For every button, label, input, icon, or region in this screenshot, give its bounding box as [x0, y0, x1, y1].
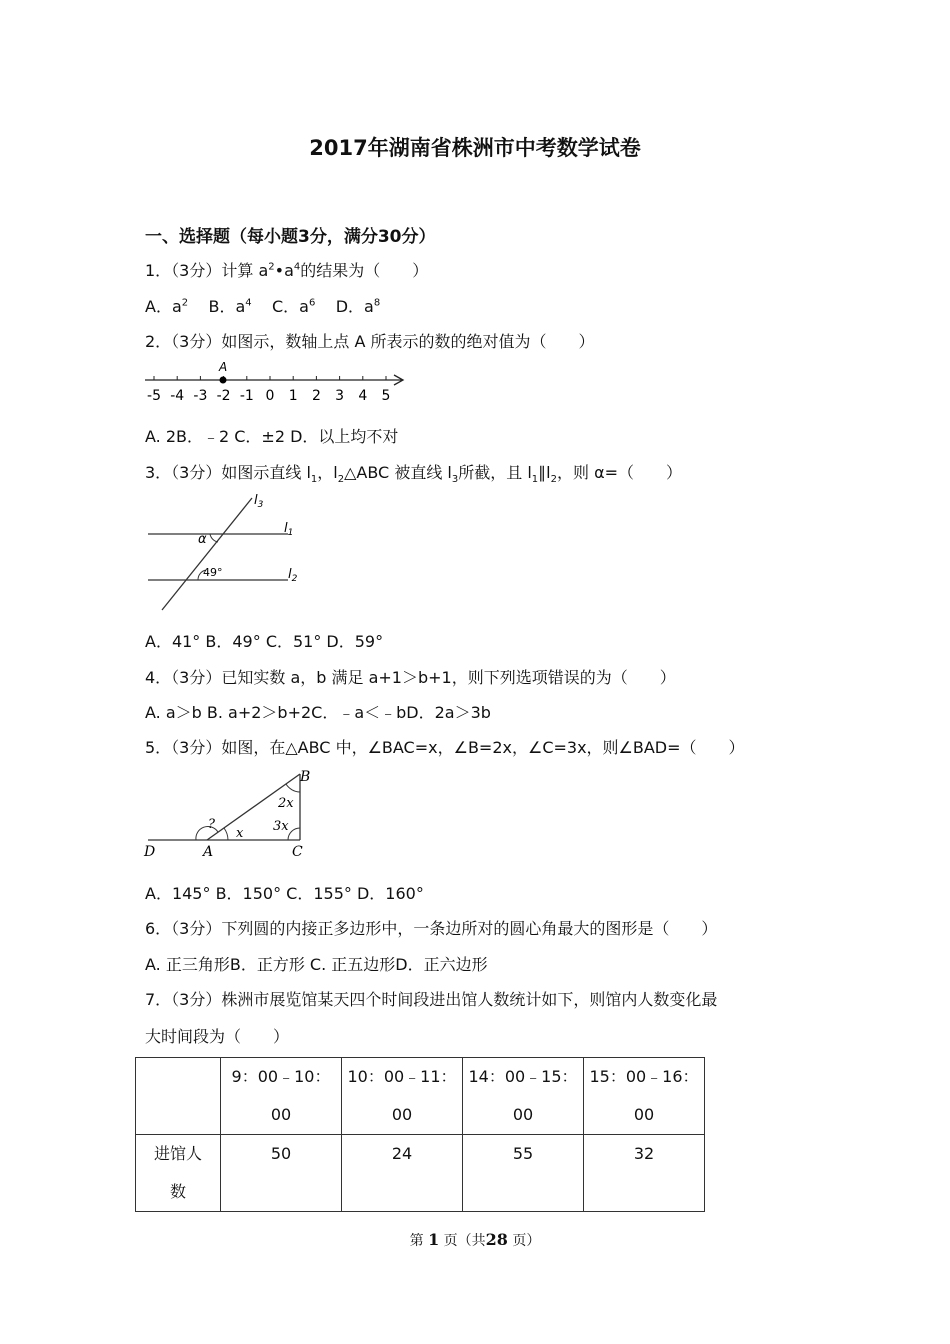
number-line-tick-label: 2 [311, 388, 321, 404]
vertex-b: B [300, 769, 311, 785]
point-a-label: A [219, 360, 228, 374]
question-6-options: A. 正三角形B．正方形 C. 正五边形D．正六边形 [145, 955, 488, 974]
vertex-d: D [144, 844, 156, 860]
table-header-cell: 10：00﹣11： 00 [342, 1058, 463, 1135]
question-5-options: A．145° B．150° C．155° D．160° [145, 884, 424, 903]
triangle-figure [140, 764, 320, 864]
question-2-options: A. 2B．﹣2 C．±2 D．以上均不对 [145, 427, 399, 446]
page-footer: 第 1 页（共28 页） [409, 1230, 541, 1249]
table-row-label: 进馆人 数 [136, 1135, 221, 1212]
question-4: 4．（3分）已知实数 a，b 满足 a+1＞b+1，则下列选项错误的为（ ） [145, 668, 676, 687]
number-line-tick-label: -3 [193, 388, 208, 404]
question-6: 6．（3分）下列圆的内接正多边形中，一条边所对的圆心角最大的图形是（ ） [145, 919, 718, 938]
label-2x: 2x [278, 796, 294, 811]
label-49deg: 49° [203, 566, 223, 579]
number-line-tick-label: -4 [170, 388, 185, 404]
label-l2: $l_2$ [288, 567, 298, 584]
vertex-a: A [203, 844, 214, 860]
label-l3: $l_3$ [254, 493, 264, 510]
question-4-options: A. a＞b B. a+2＞b+2C．﹣a＜﹣bD．2a＞3b [145, 703, 491, 722]
number-line-figure [140, 358, 410, 408]
number-line-tick-label: -2 [216, 388, 231, 404]
table-header-cell: 15：00﹣16： 00 [584, 1058, 705, 1135]
table-cell: 55 [463, 1135, 584, 1212]
question-3-options: A．41° B．49° C．51° D．59° [145, 632, 384, 651]
question-5: 5．（3分）如图，在△ABC 中，∠BAC=x，∠B=2x，∠C=3x，则∠BAD=（ ） [145, 738, 745, 757]
number-line-tick-label: 4 [358, 388, 368, 404]
question-7: 7．（3分）株洲市展览馆某天四个时间段进出馆人数统计如下，则馆内人数变化最 [145, 990, 718, 1009]
question-7-continued: 大时间段为（ ） [145, 1027, 290, 1046]
label-l1: $l_1$ [284, 521, 294, 538]
label-question-mark: ? [208, 817, 215, 832]
label-3x: 3x [273, 819, 289, 834]
table-cell: 24 [342, 1135, 463, 1212]
section-heading: 一、选择题（每小题3分，满分30分） [145, 227, 436, 247]
table-header-row [136, 1058, 705, 1135]
question-2: 2．（3分）如图示，数轴上点 A 所表示的数的绝对值为（ ） [145, 332, 595, 351]
table-cell: 50 [221, 1135, 342, 1212]
number-line-tick-label: 3 [335, 388, 345, 404]
table-cell: 32 [584, 1135, 705, 1212]
page-title: 2017年湖南省株洲市中考数学试卷 [309, 136, 641, 160]
number-line-tick-label: -5 [147, 388, 161, 404]
question-1-options: A．$a^2$ B．$a^4$ C．$a^6$ D．$a^8$ [145, 297, 381, 316]
vertex-c: C [292, 844, 303, 860]
number-line-tick-label: 5 [381, 388, 391, 404]
line-l3 [162, 498, 252, 610]
label-x: x [236, 826, 244, 841]
question-1: 1．（3分）计算 $a^2•a^4$的结果为（ ） [145, 261, 429, 280]
visitor-stats-table [135, 1057, 705, 1212]
table-header-cell: 14：00﹣15： 00 [463, 1058, 584, 1135]
number-line-tick-label: -1 [239, 388, 254, 404]
parallel-lines-figure [140, 490, 310, 615]
table-header-cell: 9：00﹣10： 00 [221, 1058, 342, 1135]
point-a-dot [220, 377, 227, 384]
number-line-tick-label: 1 [288, 388, 298, 404]
table-corner-cell [136, 1058, 221, 1135]
number-line-tick-label: 0 [265, 388, 275, 404]
table-row [136, 1135, 705, 1212]
label-alpha: α [198, 532, 207, 547]
question-3: 3．（3分）如图示直线 $l_1$，$l_2\triangle ABC$ 被直线 $l_3$所截，且 $l_1\parallel l_2$，则 α=（ ） [145, 463, 683, 486]
